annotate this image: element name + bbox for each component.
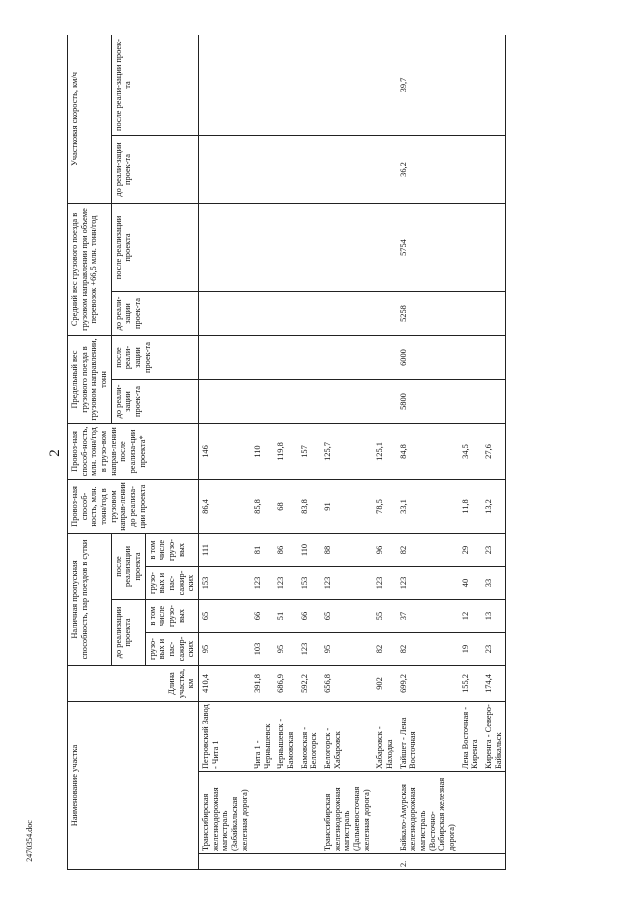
- capacity-before-cargo-cell: 37: [397, 600, 459, 633]
- header-section-name: Наименование участка: [68, 702, 199, 870]
- speed-before-cell: [459, 136, 482, 204]
- avg-weight-after-cell: [459, 204, 482, 292]
- max-weight-after-cell: [274, 336, 297, 380]
- avg-weight-after-cell: [482, 204, 506, 292]
- speed-after-cell: 39,7: [397, 35, 459, 136]
- capacity-before-cargo-cell: 13: [482, 600, 506, 633]
- capacity-table: [67, 35, 506, 870]
- row-number-cell: [198, 854, 251, 870]
- max-weight-before-cell: [274, 380, 297, 424]
- avg-weight-before-cell: [274, 292, 297, 336]
- avg-weight-before-cell: [298, 292, 321, 336]
- speed-after-cell: [251, 35, 274, 136]
- row-number-cell: [321, 854, 373, 870]
- section-name-cell: Лена Восточная - Киренга: [459, 702, 482, 772]
- capacity-after-total-cell: 123: [397, 567, 459, 600]
- capacity-after-cargo-cell: 111: [198, 534, 251, 567]
- row-number-cell: [251, 854, 274, 870]
- header-after-cargo: в том числе грузо-вых: [145, 534, 198, 567]
- table-body: [198, 35, 505, 870]
- carrying-after-cell: 157: [298, 424, 321, 480]
- avg-weight-before-cell: [198, 292, 251, 336]
- capacity-after-cargo-cell: 96: [373, 534, 396, 567]
- capacity-after-cargo-cell: 29: [459, 534, 482, 567]
- header-before-cargo-pass: грузо-вых и пас-сажир-ских: [145, 633, 198, 666]
- capacity-before-total-cell: 19: [459, 633, 482, 666]
- header-avg-weight-before: до реали-зации проек-та: [111, 292, 198, 336]
- section-name-cell: Бамовская - Белогорск: [298, 702, 321, 772]
- speed-before-cell: [198, 136, 251, 204]
- capacity-before-cargo-cell: 65: [198, 600, 251, 633]
- header-after-cargo-pass: грузо-вых и пас-сажир-ских: [145, 567, 198, 600]
- capacity-before-cargo-cell: 66: [298, 600, 321, 633]
- row-number-cell: [482, 854, 506, 870]
- max-weight-before-cell: [198, 380, 251, 424]
- max-weight-after-cell: [482, 336, 506, 380]
- header-capacity-before: до реализации проекта: [111, 600, 145, 666]
- railway-line-cell: [482, 772, 506, 854]
- carrying-before-cell: 33,1: [397, 480, 459, 534]
- header-carrying-before: Провоз-ная способ-ность, млн. тонн/год в грузовом направ-лении до реализа-ции проекта: [68, 480, 199, 534]
- table-row: [373, 35, 396, 870]
- carrying-before-cell: 83,8: [298, 480, 321, 534]
- table-header: [68, 35, 199, 870]
- max-weight-after-cell: [298, 336, 321, 380]
- section-name-cell: Белогорск - Хабаровск: [321, 702, 373, 772]
- header-length: Длина участка, км: [68, 666, 199, 702]
- header-avg-weight-after: после реализации проекта: [111, 204, 198, 292]
- header-capacity: Наличная пропускная способность, пар поездов в сутки: [68, 534, 112, 666]
- speed-after-cell: [482, 35, 506, 136]
- capacity-before-total-cell: 95: [198, 633, 251, 666]
- capacity-before-total-cell: 103: [251, 633, 274, 666]
- railway-line-cell: [373, 772, 396, 854]
- carrying-before-cell: 78,5: [373, 480, 396, 534]
- section-length-cell: 902: [373, 666, 396, 702]
- section-name-cell: Тайшет - Лена Восточная: [397, 702, 459, 772]
- avg-weight-after-cell: [198, 204, 251, 292]
- speed-before-cell: [321, 136, 373, 204]
- max-weight-before-cell: [459, 380, 482, 424]
- carrying-before-cell: 86,4: [198, 480, 251, 534]
- table-row: [198, 35, 251, 870]
- section-length-cell: 155,2: [459, 666, 482, 702]
- capacity-after-cargo-cell: 86: [274, 534, 297, 567]
- carrying-before-cell: 11,8: [459, 480, 482, 534]
- max-weight-after-cell: [373, 336, 396, 380]
- speed-after-cell: [298, 35, 321, 136]
- rotated-table-inner: [67, 35, 601, 870]
- railway-line-cell: [459, 772, 482, 854]
- railway-line-cell: Транссибирская железнодорожная магистраль (Забайкальская железная дорога): [198, 772, 251, 854]
- avg-weight-after-cell: [373, 204, 396, 292]
- section-length-cell: 592,2: [298, 666, 321, 702]
- avg-weight-before-cell: [482, 292, 506, 336]
- carrying-after-cell: 125,7: [321, 424, 373, 480]
- row-number-cell: [274, 854, 297, 870]
- speed-before-cell: [298, 136, 321, 204]
- avg-weight-after-cell: [251, 204, 274, 292]
- section-name-cell: Чита 1 - Чернышевск: [251, 702, 274, 772]
- capacity-after-total-cell: 33: [482, 567, 506, 600]
- table-row: [459, 35, 482, 870]
- avg-weight-before-cell: [459, 292, 482, 336]
- capacity-after-total-cell: 123: [251, 567, 274, 600]
- capacity-after-cargo-cell: 88: [321, 534, 373, 567]
- railway-line-cell: [298, 772, 321, 854]
- speed-after-cell: [459, 35, 482, 136]
- avg-weight-before-cell: [373, 292, 396, 336]
- capacity-after-total-cell: 153: [198, 567, 251, 600]
- capacity-after-cargo-cell: 81: [251, 534, 274, 567]
- capacity-after-total-cell: 153: [298, 567, 321, 600]
- railway-line-cell: Байкало-Амурская железнодорожная магистраль (Восточно-Сибирская железная дорога): [397, 772, 459, 854]
- header-carrying-after: Провоз-ная способ-ность, млн. тонн/год в грузо-вом направ-лении после реализа-ции проекта*: [68, 424, 199, 480]
- capacity-before-cargo-cell: 65: [321, 600, 373, 633]
- header-max-weight-after: после реали-зации проек-та: [111, 336, 198, 380]
- max-weight-before-cell: [321, 380, 373, 424]
- speed-after-cell: [274, 35, 297, 136]
- header-max-weight: Предельный вес грузового поезда в грузовом направлении, тонн: [68, 336, 112, 424]
- carrying-before-cell: 91: [321, 480, 373, 534]
- section-length-cell: 699,2: [397, 666, 459, 702]
- table-row: [397, 35, 459, 870]
- capacity-before-total-cell: 95: [321, 633, 373, 666]
- capacity-before-cargo-cell: 12: [459, 600, 482, 633]
- speed-before-cell: [373, 136, 396, 204]
- speed-after-cell: [198, 35, 251, 136]
- railway-line-cell: [251, 772, 274, 854]
- capacity-after-total-cell: 40: [459, 567, 482, 600]
- carrying-after-cell: 27,6: [482, 424, 506, 480]
- header-capacity-after: после реализации проекта: [111, 534, 145, 600]
- avg-weight-after-cell: 5754: [397, 204, 459, 292]
- max-weight-before-cell: [251, 380, 274, 424]
- row-number-cell: 2.: [397, 854, 459, 870]
- section-length-cell: 410,4: [198, 666, 251, 702]
- capacity-before-total-cell: 82: [397, 633, 459, 666]
- capacity-after-total-cell: 123: [274, 567, 297, 600]
- row-number-cell: [373, 854, 396, 870]
- capacity-after-cargo-cell: 82: [397, 534, 459, 567]
- max-weight-before-cell: [482, 380, 506, 424]
- carrying-before-cell: 13,2: [482, 480, 506, 534]
- max-weight-after-cell: [321, 336, 373, 380]
- avg-weight-after-cell: [321, 204, 373, 292]
- avg-weight-after-cell: [274, 204, 297, 292]
- carrying-after-cell: 119,8: [274, 424, 297, 480]
- capacity-before-total-cell: 95: [274, 633, 297, 666]
- header-speed-before: до реали-зации проек-та: [111, 136, 198, 204]
- carrying-after-cell: 125,1: [373, 424, 396, 480]
- speed-before-cell: [482, 136, 506, 204]
- row-number-cell: [459, 854, 482, 870]
- section-name-cell: Чернышевск - Бамовская: [274, 702, 297, 772]
- speed-before-cell: 36,2: [397, 136, 459, 204]
- table-row: [274, 35, 297, 870]
- header-avg-weight: Средний вес грузового поезда в грузовом направлении при объеме перевозок +66,5 млн. тонн/год: [68, 204, 112, 336]
- avg-weight-before-cell: 5258: [397, 292, 459, 336]
- avg-weight-before-cell: [321, 292, 373, 336]
- section-name-cell: Киренга - Северо-Байкальск: [482, 702, 506, 772]
- section-name-cell: Петровский Завод - Чита 1: [198, 702, 251, 772]
- table-row: [482, 35, 506, 870]
- max-weight-after-cell: [251, 336, 274, 380]
- page-number: 2: [47, 449, 63, 457]
- speed-after-cell: [373, 35, 396, 136]
- railway-line-cell: [274, 772, 297, 854]
- speed-before-cell: [251, 136, 274, 204]
- capacity-after-cargo-cell: 23: [482, 534, 506, 567]
- max-weight-before-cell: [373, 380, 396, 424]
- section-length-cell: 391,8: [251, 666, 274, 702]
- row-number-cell: [298, 854, 321, 870]
- carrying-after-cell: 34,5: [459, 424, 482, 480]
- max-weight-after-cell: [459, 336, 482, 380]
- carrying-before-cell: 85,8: [251, 480, 274, 534]
- carrying-after-cell: 110: [251, 424, 274, 480]
- speed-after-cell: [321, 35, 373, 136]
- avg-weight-after-cell: [298, 204, 321, 292]
- header-speed-after: после реали-зации проек-та: [111, 35, 198, 136]
- section-length-cell: 174,4: [482, 666, 506, 702]
- capacity-after-total-cell: 123: [321, 567, 373, 600]
- capacity-before-total-cell: 23: [482, 633, 506, 666]
- table-row: [321, 35, 373, 870]
- header-speed: Участковая скорость, км/ч: [68, 35, 112, 204]
- header-max-weight-before: до реали-зации проек-та: [111, 380, 198, 424]
- capacity-before-cargo-cell: 55: [373, 600, 396, 633]
- carrying-after-cell: 84,8: [397, 424, 459, 480]
- speed-before-cell: [274, 136, 297, 204]
- carrying-before-cell: 68: [274, 480, 297, 534]
- capacity-before-total-cell: 82: [373, 633, 396, 666]
- table-row: [298, 35, 321, 870]
- capacity-after-total-cell: 123: [373, 567, 396, 600]
- rotated-table-area: [67, 35, 601, 870]
- max-weight-before-cell: 5800: [397, 380, 459, 424]
- max-weight-after-cell: [198, 336, 251, 380]
- carrying-after-cell: 146: [198, 424, 251, 480]
- header-before-cargo: в том числе грузо-вых: [145, 600, 198, 633]
- capacity-before-total-cell: 123: [298, 633, 321, 666]
- capacity-before-cargo-cell: 51: [274, 600, 297, 633]
- doc-filename: 2470354.doc: [25, 820, 34, 862]
- section-length-cell: 686,9: [274, 666, 297, 702]
- capacity-before-cargo-cell: 66: [251, 600, 274, 633]
- max-weight-after-cell: 6000: [397, 336, 459, 380]
- capacity-after-cargo-cell: 110: [298, 534, 321, 567]
- table-row: [251, 35, 274, 870]
- avg-weight-before-cell: [251, 292, 274, 336]
- section-name-cell: Хабаровск - Находка: [373, 702, 396, 772]
- max-weight-before-cell: [298, 380, 321, 424]
- section-length-cell: 656,8: [321, 666, 373, 702]
- railway-line-cell: Транссибирская железнодорожная магистраль (Дальневосточная железная дорога): [321, 772, 373, 854]
